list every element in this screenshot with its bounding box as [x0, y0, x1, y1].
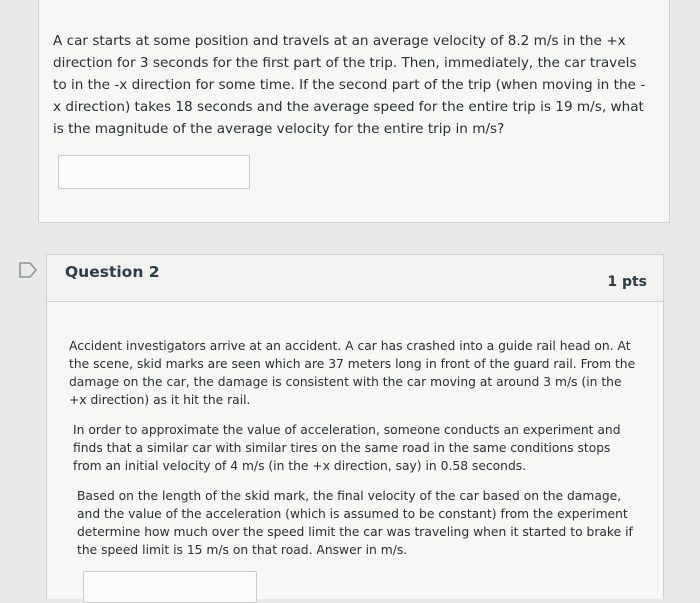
question-1-panel — [38, 0, 670, 223]
question-2-paragraph: Accident investigators arrive at an accident. A car has crashed into a guide rail head on. At the scene, skid marks are seen which are 37 meters long in front of the guard rail. From the damage on the car, the damage is consistent with the car moving at around 3 m/s (in the +x direction) as it hit the rail. — [69, 339, 636, 407]
question-2-header — [47, 255, 663, 302]
question-2-text — [69, 337, 639, 571]
question-2-answer-input[interactable] — [83, 571, 257, 603]
question-2-points: 1 pts — [607, 274, 647, 290]
question-2-title: Question 2 — [65, 263, 160, 281]
flag-icon[interactable] — [18, 262, 38, 278]
question-2-panel — [46, 254, 664, 599]
question-1-text: A car starts at some position and travels at an average velocity of 8.2 m/s in the +x direction for 3 seconds for the first part of the trip. Then, immediately, the car travels to in the -x direction for some time. If the second part of the trip (when moving in the -x direction) takes 18 seconds and the average speed for the entire trip is 19 m/s, what is the magnitude of the average velocity for the entire trip in m/s? — [53, 33, 646, 137]
question-2-paragraph: In order to approximate the value of acceleration, someone conducts an experiment and finds that a similar car with similar tires on the same road in the same conditions stops from an initial velocity of 4 m/s (in the +x direction, say) in 0.58 seconds. — [73, 423, 621, 473]
question-1-answer-input[interactable] — [58, 155, 250, 189]
question-2-paragraph: Based on the length of the skid mark, the final velocity of the car based on the damage, and the value of the acceleration (which is assumed to be constant) from the experiment determine how much over the speed limit the car was traveling when it started to brake if the speed limit is 15 m/s on that road. Answer in m/s. — [77, 489, 633, 557]
